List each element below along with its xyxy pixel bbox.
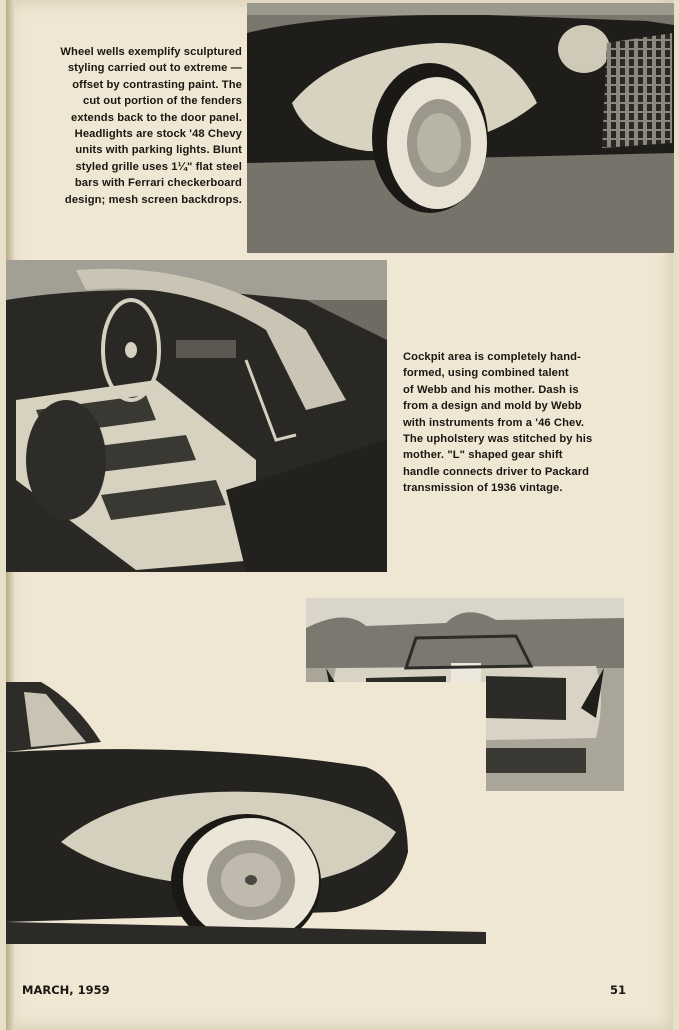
magazine-page bbox=[6, 0, 673, 1030]
issue-date: MARCH, 1959 bbox=[22, 983, 110, 997]
photo-side-wheel bbox=[6, 682, 486, 944]
caption-wheel-wells: Wheel wells exemplify sculptured styling carried out to extreme — offset by contrasting paint. The cut out portion of the fenders extends back to the door panel. Headlights are stock '48 Chevy units with parking lights. Blunt styled grille uses 1¼" flat steel bars with Ferrari checkerboard design; mesh screen backdrops. bbox=[60, 46, 242, 206]
photo-cockpit bbox=[6, 260, 387, 572]
page-number: 51 bbox=[610, 983, 627, 997]
caption-cockpit: Cockpit area is completely hand- formed, using combined talent of Webb and his mother. Dash is from a design and mold by Webb with instruments from a '46 Chev. The upholstery was stitched by his mother. "L" shaped gear shift handle connects driver to Packard transmission of 1936 vintage. bbox=[403, 351, 593, 495]
photo-front-wheel-well bbox=[247, 3, 674, 253]
